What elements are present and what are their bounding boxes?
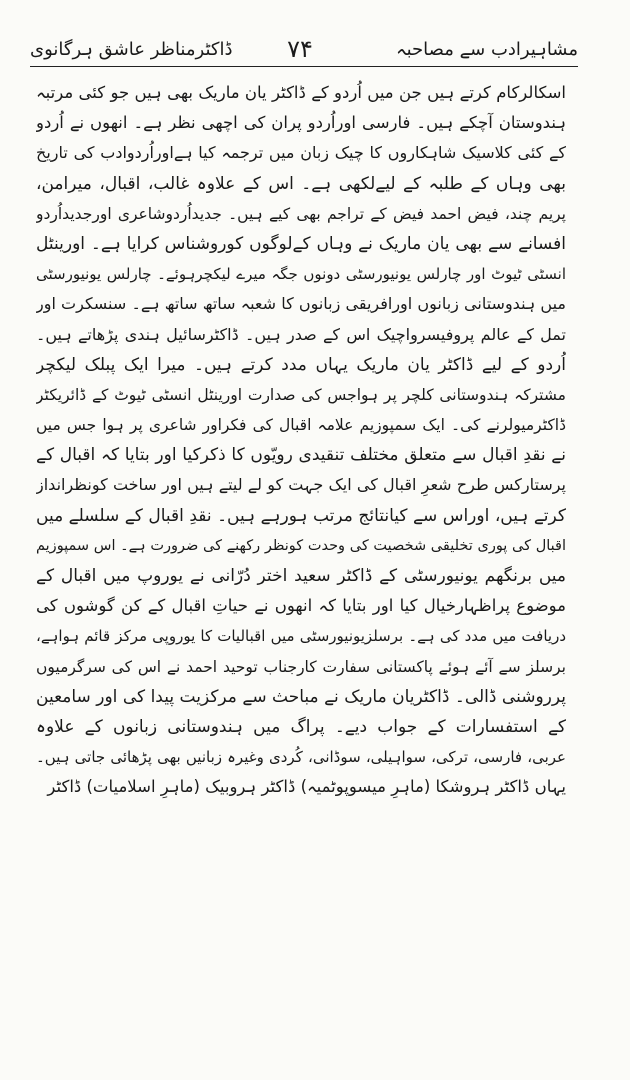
text-line: کے کئی کلاسیک شاہکاروں کا چیک زبان میں ترجمہ کیا ہےاوراُردوادب کی تاریخ: [36, 143, 566, 163]
text-line: پرستارکس طرح شعرِ اقبال کی ایک جہت کو لے لیتے ہیں اور ساخت کونظرانداز: [36, 475, 566, 495]
text-line: بھی وہاں کے طلبہ کے لیےلکھی ہے۔ اس کے علاوہ غالب، اقبال، میرامن،: [36, 173, 566, 194]
text-line: پرروشنی ڈالی۔ ڈاکٹریان ماریک نے مباحث سے مرکزیت پیدا کی اور سامعین: [36, 686, 566, 707]
text-line: موضوع پراظہارخیال کیا اور بتایا کہ انھوں نے حیاتِ اقبال کے کن گوشوں کی: [36, 596, 566, 616]
text-line: برسلز سے آئے ہوئے پاکستانی سفارت کارجناب توحید احمد نے اس کی سرگرمیوں: [36, 657, 566, 676]
page-number: ۷۴: [287, 35, 313, 63]
header-rule: [30, 66, 578, 67]
text-line: میں برنگھم یونیورسٹی کے ڈاکٹر سعید اختر دُرّانی نے یوروپ میں اقبال کے: [36, 566, 566, 586]
text-line: کرتے ہیں، اوراس سے کیانتائج مرتب ہورہے ہیں۔ نقدِ اقبال کے سلسلے میں: [36, 505, 566, 526]
text-line: پریم چند، فیض احمد فیض کے تراجم بھی کیے ہیں۔ جدیداُردوشاعری اورجدیداُردو: [36, 204, 566, 223]
text-line: ہندوستان آچکے ہیں۔ فارسی اوراُردو پران کی اچھی نظر ہے۔ انھوں نے اُردو: [36, 113, 566, 133]
text-line: مشترکہ ہندوستانی کلچر پر ہواجس کی صدارت اورینٹل انسٹی ٹیوٹ کے ڈائریکٹر: [36, 385, 566, 404]
text-line: تمل کے عالم پروفیسرواچیک اس کے صدر ہیں۔ ڈاکٹرسائیل ہندی پڑھاتے ہیں۔: [36, 324, 566, 344]
text-line: اُردو کے لیے ڈاکٹر یان ماریک یہاں مدد کرتے ہیں۔ میرا ایک پبلک لیکچر: [36, 354, 566, 375]
text-line: ڈاکٹرمیولرنے کی۔ ایک سمپوزیم علامہ اقبال کی فکراور شاعری پر ہوا جس میں: [36, 416, 566, 435]
text-line: اقبال کی پوری تخلیقی شخصیت کی وحدت کونظر رکھنے کی ضرورت ہے۔ اس سمپوزیم: [36, 537, 566, 554]
running-header: [30, 34, 578, 68]
book-title: مشاہیرادب سے مصاحبہ: [396, 39, 578, 60]
author-name: ڈاکٹرمناظر عاشق ہرگانوی: [30, 39, 233, 60]
body-text: [36, 78, 566, 803]
text-line: دریافت میں مدد کی ہے۔ برسلزیونیورسٹی میں اقبالیات کا یوروپی مرکز قائم ہواہے،: [36, 627, 566, 646]
text-line: نے نقدِ اقبال سے متعلق مختلف تنقیدی رویّوں کا ذکرکیا اور بتایا کہ اقبال کے: [36, 445, 566, 466]
text-line: کے استفسارات کے جواب دیے۔ پراگ میں ہندوستانی زبانوں کے علاوہ: [36, 716, 566, 737]
text-line: اسکالرکام کرتے ہیں جن میں اُردو کے ڈاکٹر یان ماریک بھی ہیں جو کئی مرتبہ: [36, 83, 566, 102]
text-line: یہاں ڈاکٹر ہروشکا (ماہرِ میسوپوٹمیہ) ڈاکٹر ہروبیک (ماہرِ اسلامیات) ڈاکٹر: [47, 777, 566, 797]
text-line: میں ہندوستانی زبانوں اورافریقی زبانوں کا شعبہ ساتھ ساتھ ہے۔ سنسکرت اور: [36, 294, 566, 314]
text-line: عربی، فارسی، ترکی، سواہیلی، سوڈانی، کُردی وغیرہ زبانیں بھی پڑھائی جاتی ہیں۔: [36, 748, 566, 767]
text-line: انسٹی ٹیوٹ اور چارلس یونیورسٹی دونوں جگہ میرے لیکچرہوئے۔ چارلس یونیورسٹی: [36, 265, 566, 284]
text-line: افسانے سے بھی یان ماریک نے وہاں کےلوگوں کوروشناس کرایا ہے۔ اورینٹل: [36, 233, 566, 254]
